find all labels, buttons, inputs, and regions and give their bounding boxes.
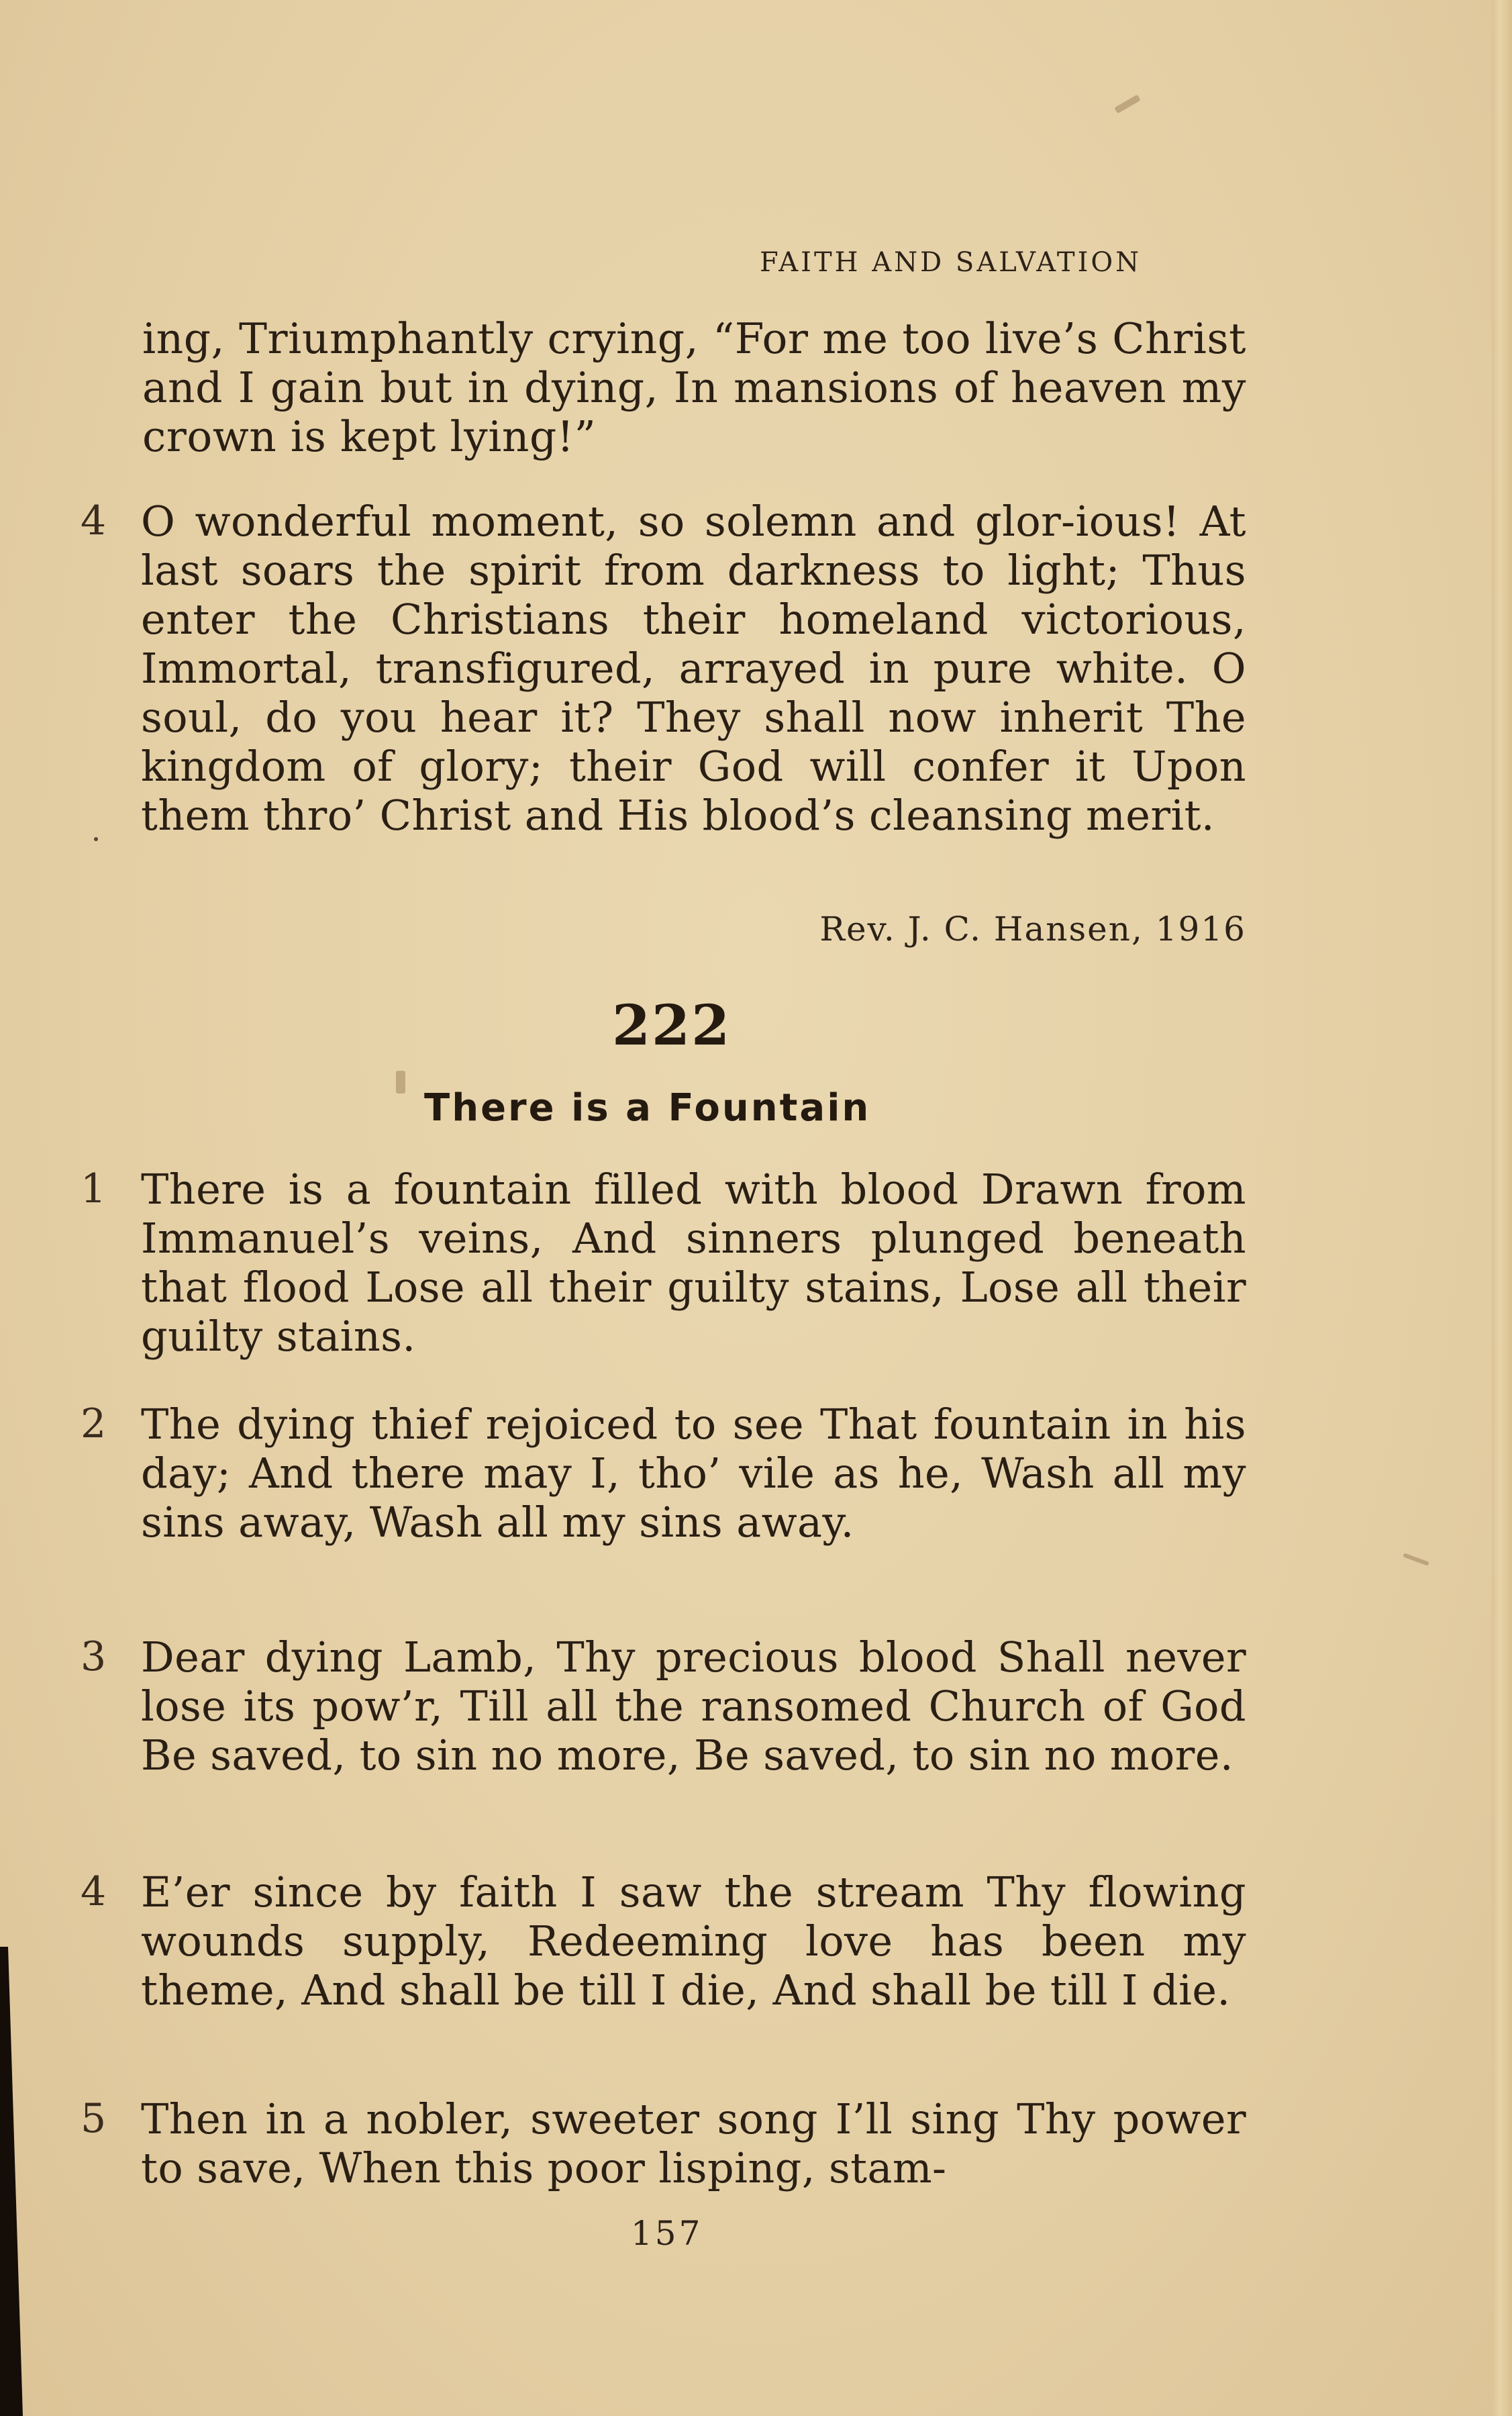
verse-text: There is a fountain filled with blood Drawn from Immanuel’s veins, And sinners plunged beneath that flood Lose all their guilty stains, Lose all their guilty stains.: [141, 1165, 1246, 1361]
paper-stain: [396, 1071, 405, 1094]
verse-number: 2: [81, 1400, 107, 1447]
running-head: FAITH AND SALVATION: [760, 247, 1142, 278]
verse-number: 4: [81, 1868, 107, 1915]
verse-number: 3: [81, 1633, 107, 1680]
hymn-attribution: Rev. J. C. Hansen, 1916: [819, 910, 1246, 949]
verse-number: 5: [81, 2095, 107, 2142]
verse-text: Dear dying Lamb, Thy precious blood Shall never lose its pow’r, Till all the ransomed Church of God Be saved, to sin no more, Be saved, to sin no more.: [141, 1633, 1246, 1780]
verse-number: 1: [81, 1165, 107, 1212]
hymn-number: 222: [612, 994, 732, 1058]
hymn-title: There is a Fountain: [424, 1086, 871, 1130]
page-edge: [1492, 0, 1512, 2416]
paper-mark: [1403, 1553, 1429, 1565]
paper-speck: [94, 837, 98, 841]
verse-text: The dying thief rejoiced to see That fountain in his day; And there may I, tho’ vile as he, Wash all my sins away, Wash all my sins away.: [141, 1400, 1246, 1547]
verse-text: E’er since by faith I saw the stream Thy flowing wounds supply, Redeeming love has been my theme, And shall be till I die, And shall be till I die.: [141, 1868, 1246, 2015]
paper-mark: [1114, 95, 1141, 114]
book-binding-shadow: [0, 1947, 23, 2416]
verse-number: 4: [81, 497, 107, 544]
page-number: 157: [631, 2214, 703, 2253]
verse-text: Then in a nobler, sweeter song I’ll sing Thy power to save, When this poor lisping, stam-: [141, 2094, 1246, 2192]
verse-text: O wonderful moment, so solemn and glor-ious! At last soars the spirit from darkness to light; Thus enter the Christians their homeland victorious, Immortal, transfigured, arrayed in pure white. O soul, do you hear it? They shall now inherit The kingdom of glory; their God will confer it Upon them thro’ Christ and His blood’s cleansing merit.: [141, 497, 1246, 840]
previous-hymn-continuation: ing, Triumphantly crying, “For me too live’s Christ and I gain but in dying, In mansions of heaven my crown is kept lying!”: [142, 314, 1246, 461]
